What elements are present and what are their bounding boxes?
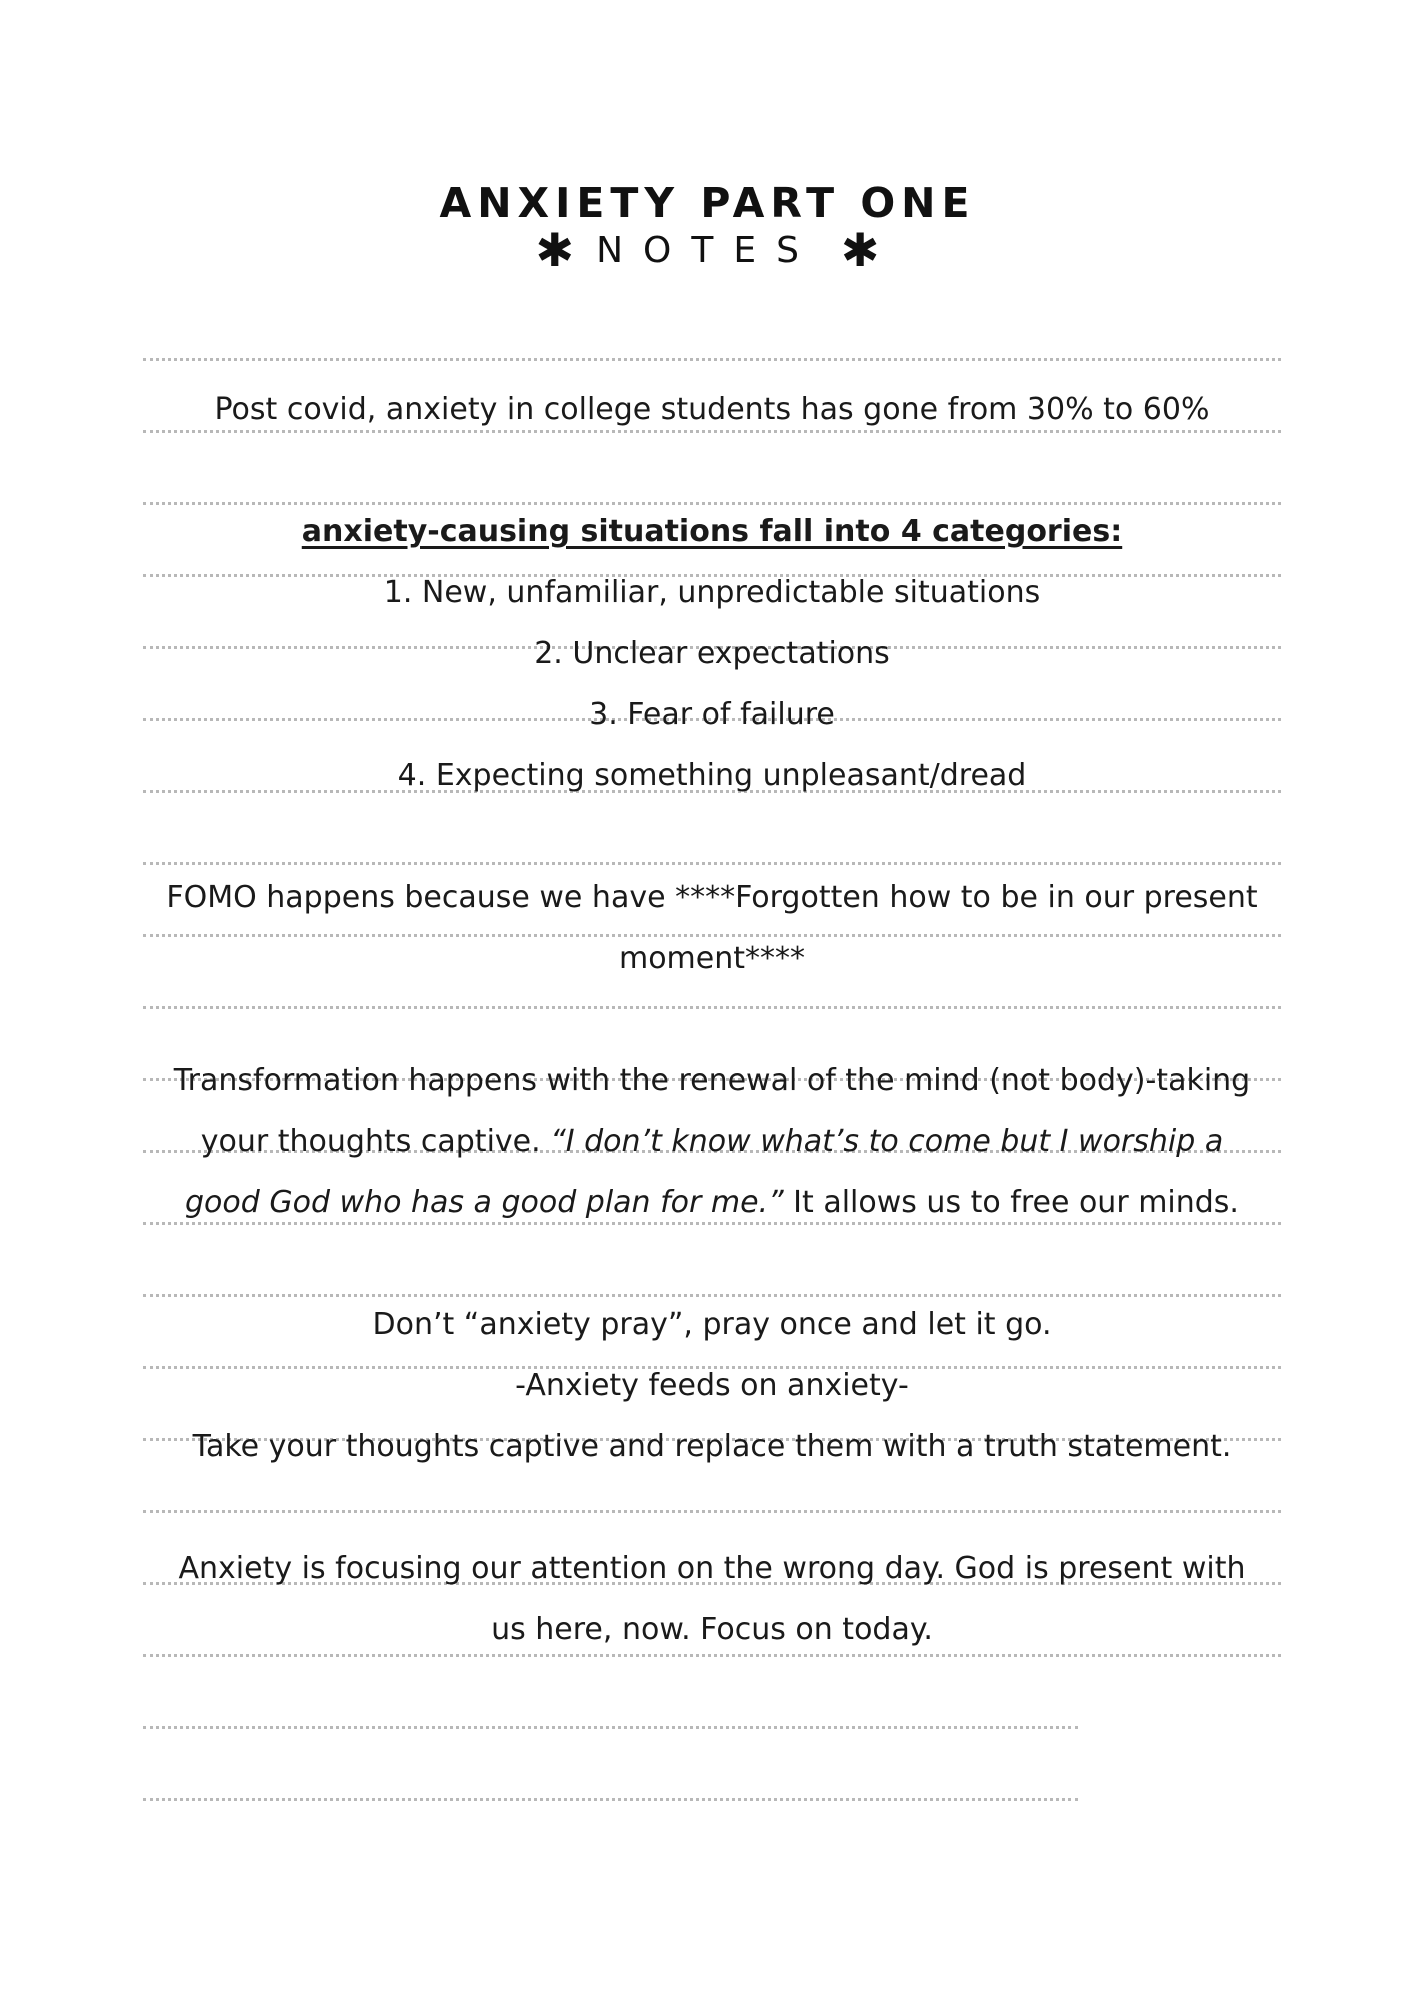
pray-note: Don’t “anxiety pray”, pray once and let it go. <box>372 1307 1052 1342</box>
page-title: ANXIETY PART ONE <box>439 179 976 227</box>
category-item: 3. Fear of failure <box>589 697 835 732</box>
category-item: 4. Expecting something unpleasant/dread <box>397 758 1027 793</box>
dotted-rule <box>143 1726 1078 1729</box>
transformation-note-continued <box>143 1122 1281 1162</box>
covid-statistic: Post covid, anxiety in college students has gone from 30% to 60% <box>214 392 1210 427</box>
dotted-rule <box>143 1510 1281 1513</box>
transformation-note: Transformation happens with the renewal of the mind (not body)-taking <box>173 1063 1251 1098</box>
dotted-rule <box>143 934 1281 937</box>
dotted-rule <box>143 1006 1281 1009</box>
dotted-rule <box>143 1294 1281 1297</box>
subtitle-text: NOTES <box>596 230 819 271</box>
dotted-rule <box>143 1798 1078 1801</box>
dotted-rule <box>143 358 1281 361</box>
page-subtitle <box>0 223 1415 277</box>
focus-note-continued: us here, now. Focus on today. <box>491 1612 933 1647</box>
dotted-rule <box>143 1654 1281 1657</box>
anxiety-feeds-note: -Anxiety feeds on anxiety- <box>515 1368 909 1403</box>
dotted-rule <box>143 862 1281 865</box>
worship-quote: “I don’t know what’s to come but I worship a <box>550 1124 1224 1159</box>
transformation-text-end: It allows us to free our minds. <box>783 1185 1239 1220</box>
fomo-note: FOMO happens because we have ****Forgotten how to be in our present <box>166 880 1258 915</box>
categories-heading: anxiety-causing situations fall into 4 categories: <box>301 514 1123 549</box>
star-ornament-right-icon: ✱ <box>840 223 880 277</box>
category-item: 2. Unclear expectations <box>534 636 890 671</box>
worship-quote-end: good God who has a good plan for me.” <box>185 1185 784 1220</box>
focus-note: Anxiety is focusing our attention on the wrong day. God is present with <box>178 1551 1246 1586</box>
transformation-text: your thoughts captive. <box>200 1124 551 1159</box>
fomo-note-continued: moment**** <box>618 941 806 976</box>
category-item: 1. New, unfamiliar, unpredictable situations <box>383 575 1041 610</box>
dotted-rule <box>143 430 1281 433</box>
transformation-note-end <box>143 1183 1281 1223</box>
dotted-rule <box>143 502 1281 505</box>
captive-note: Take your thoughts captive and replace them with a truth statement. <box>192 1429 1232 1464</box>
star-ornament-left-icon: ✱ <box>535 223 575 277</box>
